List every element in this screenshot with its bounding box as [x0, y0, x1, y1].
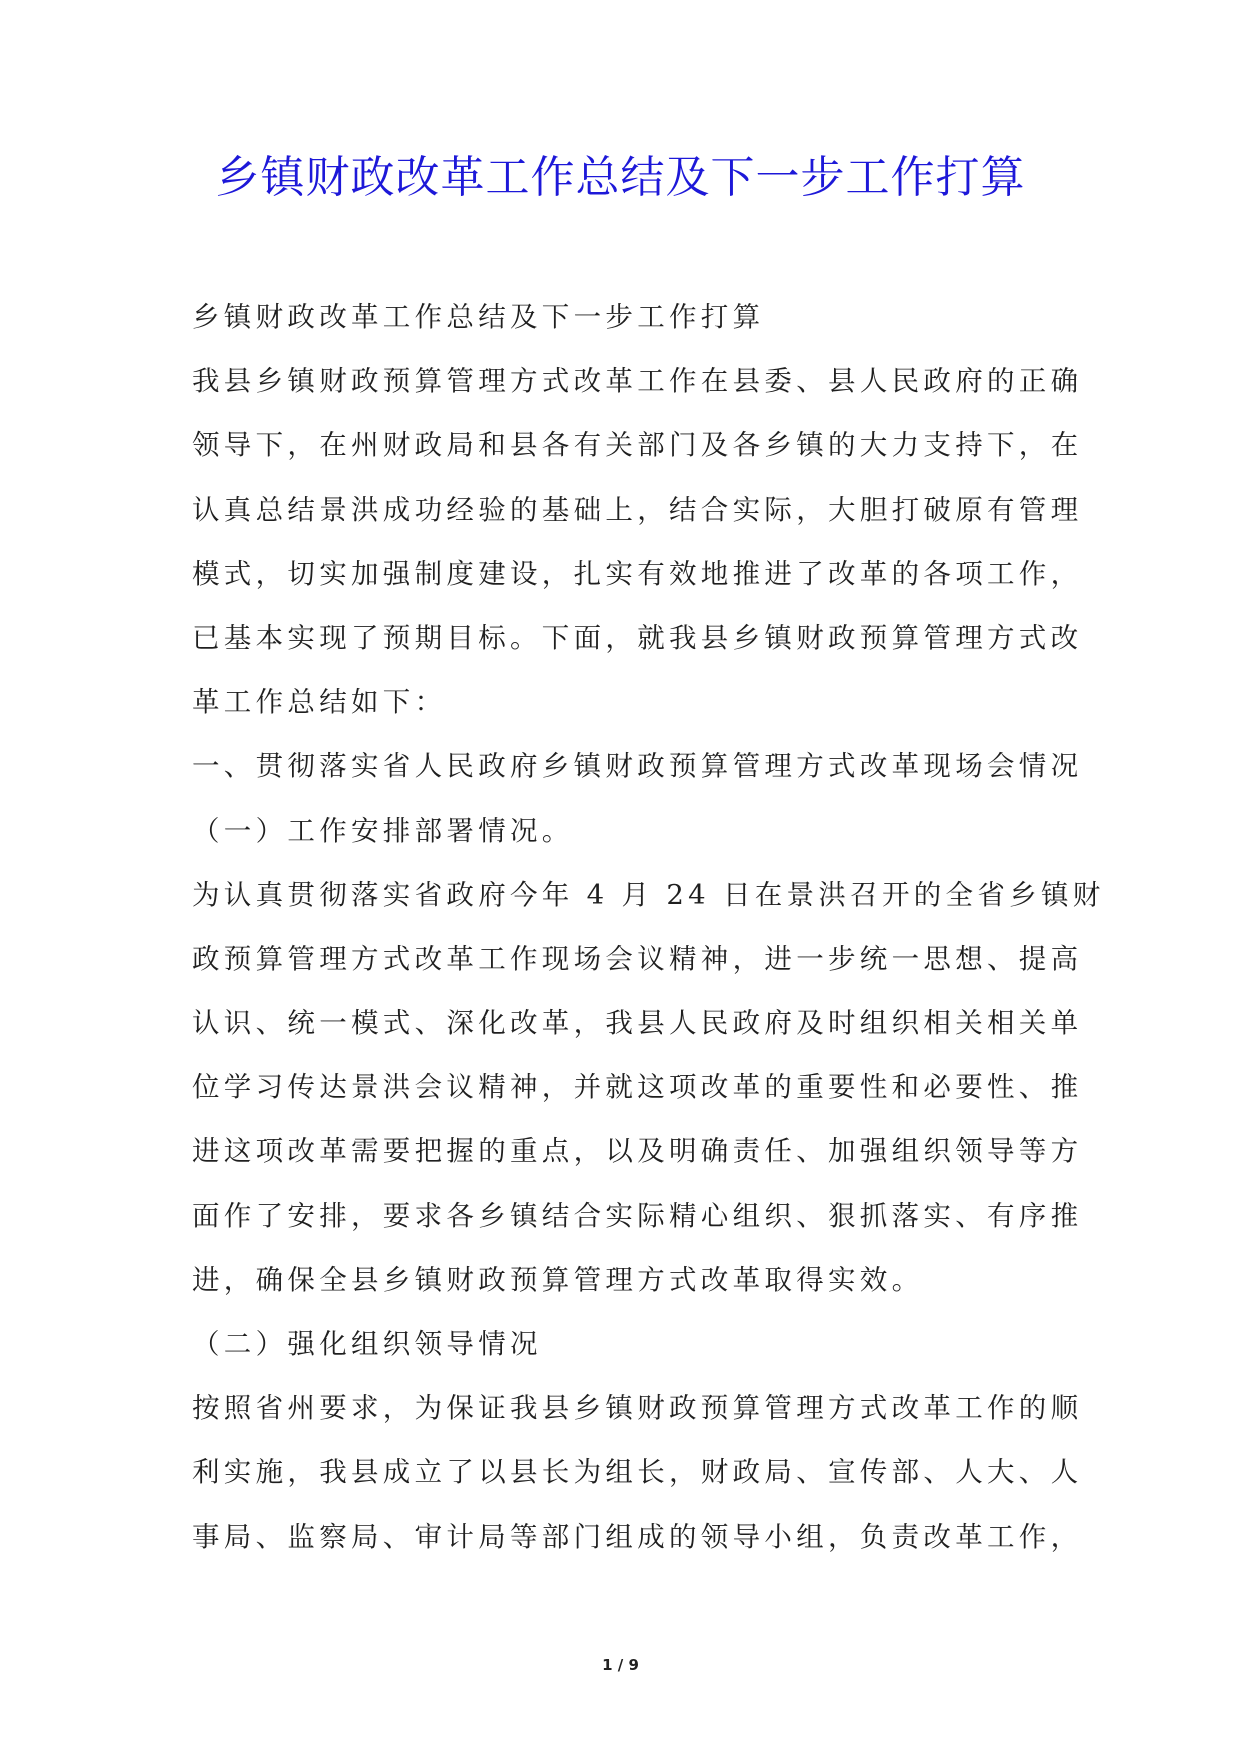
body-line: 位学习传达景洪会议精神，并就这项改革的重要性和必要性、推	[192, 1071, 1083, 1104]
body-line: 认识、统一模式、深化改革，我县人民政府及时组织相关相关单	[192, 1007, 1083, 1040]
body-line: 面作了安排，要求各乡镇结合实际精心组织、狠抓落实、有序推	[192, 1199, 1083, 1232]
body-line: 领导下，在州财政局和县各有关部门及各乡镇的大力支持下，在	[192, 429, 1083, 462]
page-number: 1 / 9	[602, 1656, 639, 1674]
subsection-heading: （二）强化组织领导情况	[192, 1328, 542, 1360]
body-line: 按照省州要求，为保证我县乡镇财政预算管理方式改革工作的顺	[192, 1392, 1083, 1425]
body-line: 模式，切实加强制度建设，扎实有效地推进了改革的各项工作，	[192, 557, 1083, 590]
body-line: 进这项改革需要把握的重点，以及明确责任、加强组织领导等方	[192, 1135, 1083, 1168]
body-line: 利实施，我县成立了以县长为组长，财政局、宣传部、人大、人	[192, 1456, 1083, 1489]
body-line: 乡镇财政改革工作总结及下一步工作打算	[192, 301, 765, 333]
subsection-heading: （一）工作安排部署情况。	[192, 814, 574, 847]
document-body	[192, 285, 1105, 1569]
body-line: 革工作总结如下：	[192, 686, 447, 719]
body-line: 政预算管理方式改革工作现场会议精神，进一步统一思想、提高	[192, 942, 1083, 975]
body-line: 认真总结景洪成功经验的基础上，结合实际，大胆打破原有管理	[192, 493, 1083, 526]
section-heading: 一、贯彻落实省人民政府乡镇财政预算管理方式改革现场会情况	[192, 750, 1083, 783]
body-line: 我县乡镇财政预算管理方式改革工作在县委、县人民政府的正确	[192, 365, 1083, 398]
body-line: 为认真贯彻落实省政府今年 4 月 24 日在景洪召开的全省乡镇财	[192, 878, 1105, 911]
body-line: 已基本实现了预期目标。下面，就我县乡镇财政预算管理方式改	[192, 621, 1083, 654]
document-title: 乡镇财政改革工作总结及下一步工作打算	[215, 152, 1026, 203]
body-line: 进，确保全县乡镇财政预算管理方式改革取得实效。	[192, 1263, 924, 1296]
body-line: 事局、监察局、审计局等部门组成的领导小组，负责改革工作，	[192, 1520, 1083, 1553]
